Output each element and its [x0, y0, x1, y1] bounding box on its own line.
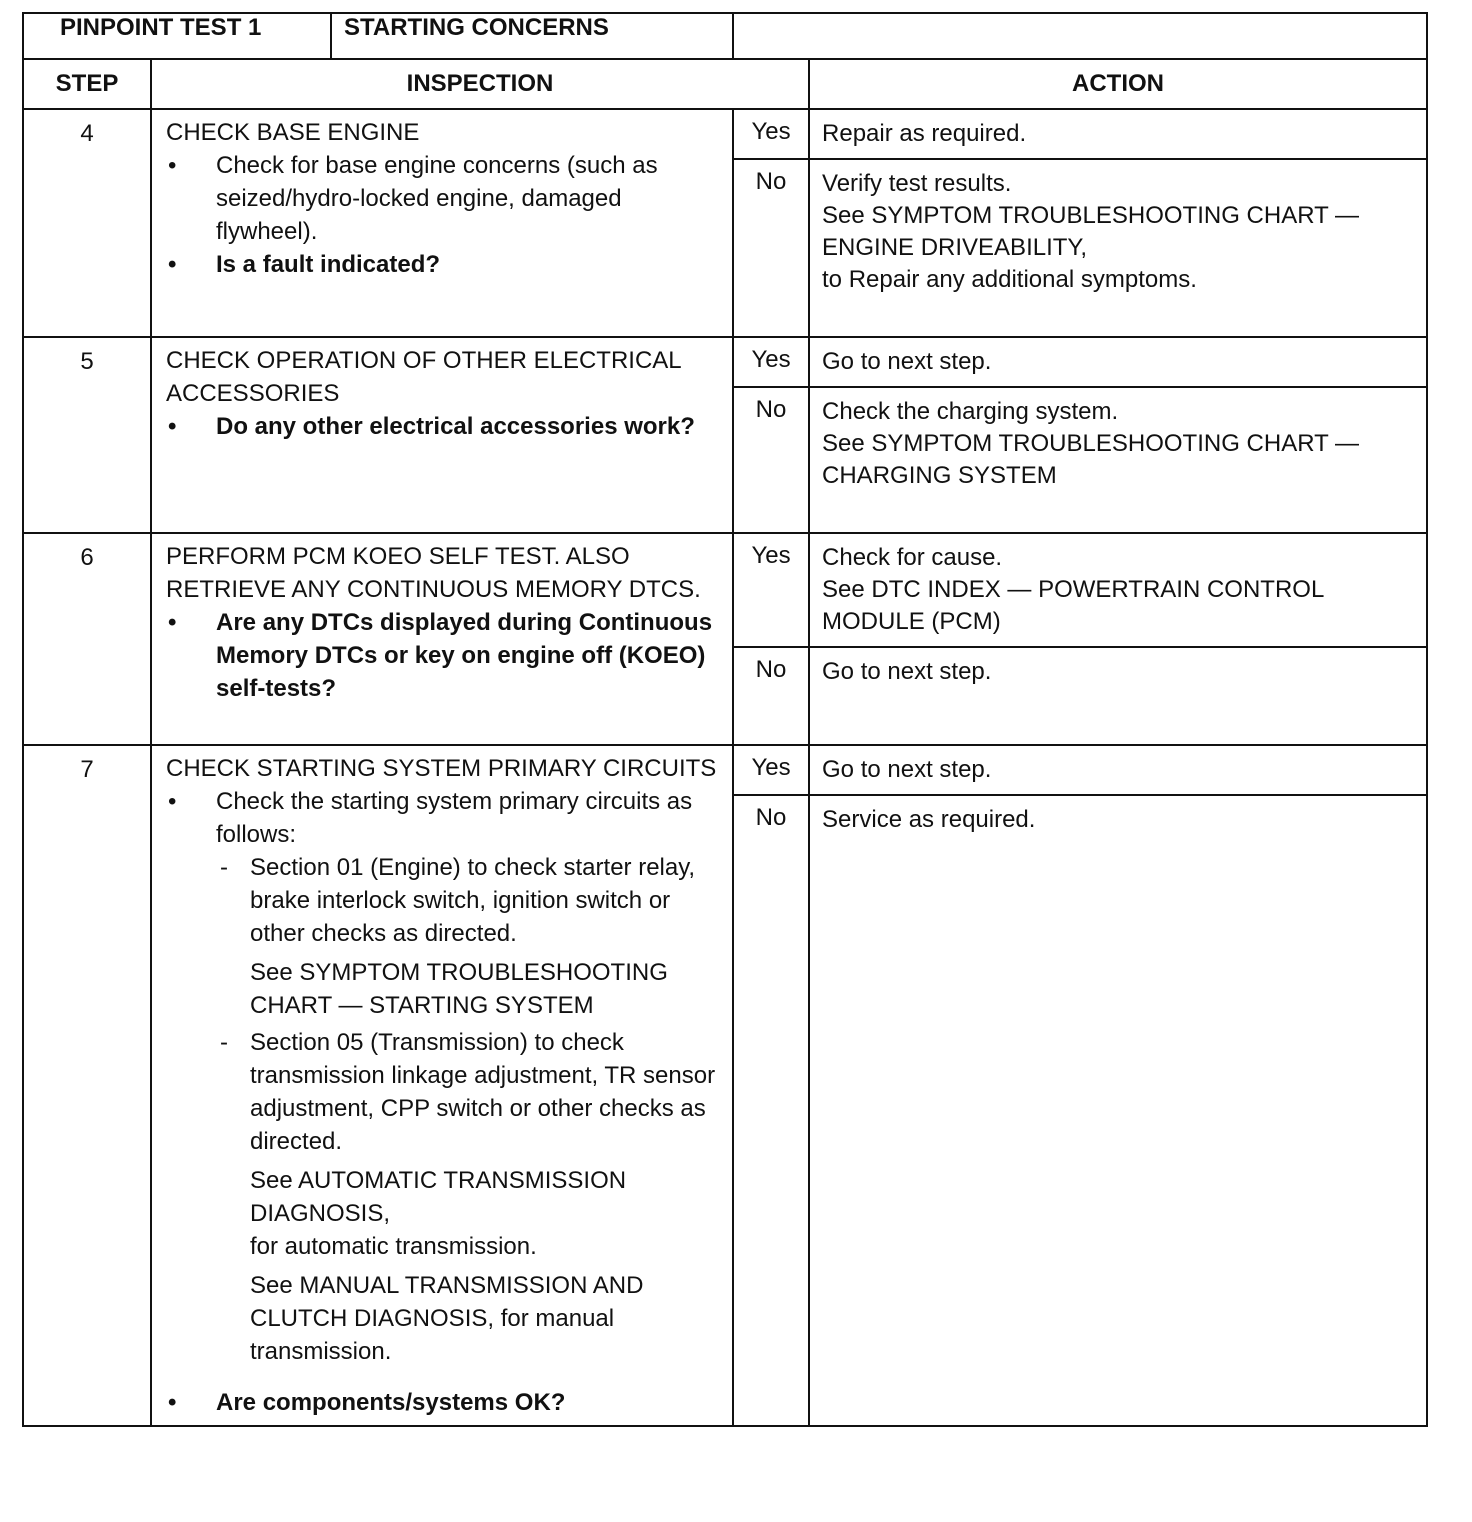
test-title-row: [23, 13, 1427, 59]
step-question: • Are components/systems OK?: [166, 1386, 720, 1419]
action-line: Check the charging system.: [822, 398, 1119, 425]
yes-label: Yes: [733, 337, 809, 387]
action-line: See SYMPTOM TROUBLESHOOTING CHART — CHARGING SYSTEM: [822, 430, 1360, 489]
no-label: No: [733, 387, 809, 533]
step-inspection: [151, 533, 733, 745]
step-question: • Do any other electrical accessories work?: [166, 410, 720, 443]
no-action: [809, 159, 1427, 337]
title-spacer: [733, 13, 1427, 59]
step-title: CHECK OPERATION OF OTHER ELECTRICAL ACCESSORIES: [166, 347, 681, 407]
step-title: PERFORM PCM KOEO SELF TEST. ALSO RETRIEVE ANY CONTINUOUS MEMORY DTCS.: [166, 543, 701, 603]
bullet-item: • Check for base engine concerns (such as seized/hydro-locked engine, damaged flywheel).: [166, 149, 720, 248]
yes-action: Go to next step.: [809, 337, 1427, 387]
reference-line: for automatic transmission.: [250, 1233, 537, 1260]
action-line: See SYMPTOM TROUBLESHOOTING CHART — ENGINE DRIVEABILITY,: [822, 202, 1360, 261]
dash-item: [216, 1026, 720, 1368]
step-question: • Are any DTCs displayed during Continuous Memory DTCs or key on engine off (KOEO) self-tests?: [166, 606, 720, 705]
step-number: 5: [23, 337, 151, 533]
col-inspection-header: INSPECTION: [151, 59, 809, 109]
action-line: to Repair any additional symptoms.: [822, 266, 1197, 293]
step-title: CHECK BASE ENGINE: [166, 119, 420, 146]
step-5-yes-row: [23, 337, 1427, 387]
dash-text: - Section 01 (Engine) to check starter relay, brake interlock switch, ignition switch or other checks as directed.: [250, 854, 696, 947]
bullet-item: [166, 785, 720, 1368]
test-label: PINPOINT TEST 1: [60, 14, 262, 41]
action-line: Verify test results.: [822, 170, 1012, 197]
step-7-yes-row: [23, 745, 1427, 795]
no-action: Go to next step.: [809, 647, 1427, 745]
bullet-text: • Check the starting system primary circuits as follows:: [216, 788, 693, 848]
yes-label: Yes: [733, 109, 809, 159]
yes-action: [809, 533, 1427, 647]
step-6-yes-row: [23, 533, 1427, 647]
action-line: Check for cause.: [822, 544, 1003, 571]
step-inspection: [151, 109, 733, 337]
step-4-yes-row: [23, 109, 1427, 159]
reference-text: [250, 1164, 720, 1263]
reference-text: See MANUAL TRANSMISSION AND CLUTCH DIAGNOSIS, for manual transmission.: [250, 1272, 644, 1365]
step-title: CHECK STARTING SYSTEM PRIMARY CIRCUITS: [166, 755, 717, 782]
no-label: No: [733, 159, 809, 337]
column-header-row: [23, 59, 1427, 109]
test-title: STARTING CONCERNS: [330, 14, 732, 58]
col-action-header: ACTION: [809, 59, 1427, 109]
step-question: • Is a fault indicated?: [166, 248, 720, 281]
yes-action: Go to next step.: [809, 745, 1427, 795]
pinpoint-test-table: [22, 12, 1426, 1498]
yes-label: Yes: [733, 533, 809, 647]
no-label: No: [733, 647, 809, 745]
no-action: Service as required.: [809, 795, 1427, 1426]
step-number: 4: [23, 109, 151, 337]
yes-label: Yes: [733, 745, 809, 795]
col-step-header: STEP: [23, 59, 151, 109]
step-number: 7: [23, 745, 151, 1426]
reference-line: See AUTOMATIC TRANSMISSION DIAGNOSIS,: [250, 1167, 627, 1227]
dash-text: - Section 05 (Transmission) to check transmission linkage adjustment, TR sensor adjustment, CPP switch or other checks as directed.: [250, 1029, 716, 1155]
step-number: 6: [23, 533, 151, 745]
action-line: See DTC INDEX — POWERTRAIN CONTROL MODULE (PCM): [822, 576, 1324, 635]
dash-item: [216, 851, 720, 1022]
step-inspection: [151, 337, 733, 533]
no-label: No: [733, 795, 809, 1426]
test-label-cell: [23, 13, 733, 59]
step-inspection: [151, 745, 733, 1426]
reference-text: See SYMPTOM TROUBLESHOOTING CHART — STARTING SYSTEM: [250, 959, 668, 1019]
yes-action: Repair as required.: [809, 109, 1427, 159]
no-action: [809, 387, 1427, 533]
